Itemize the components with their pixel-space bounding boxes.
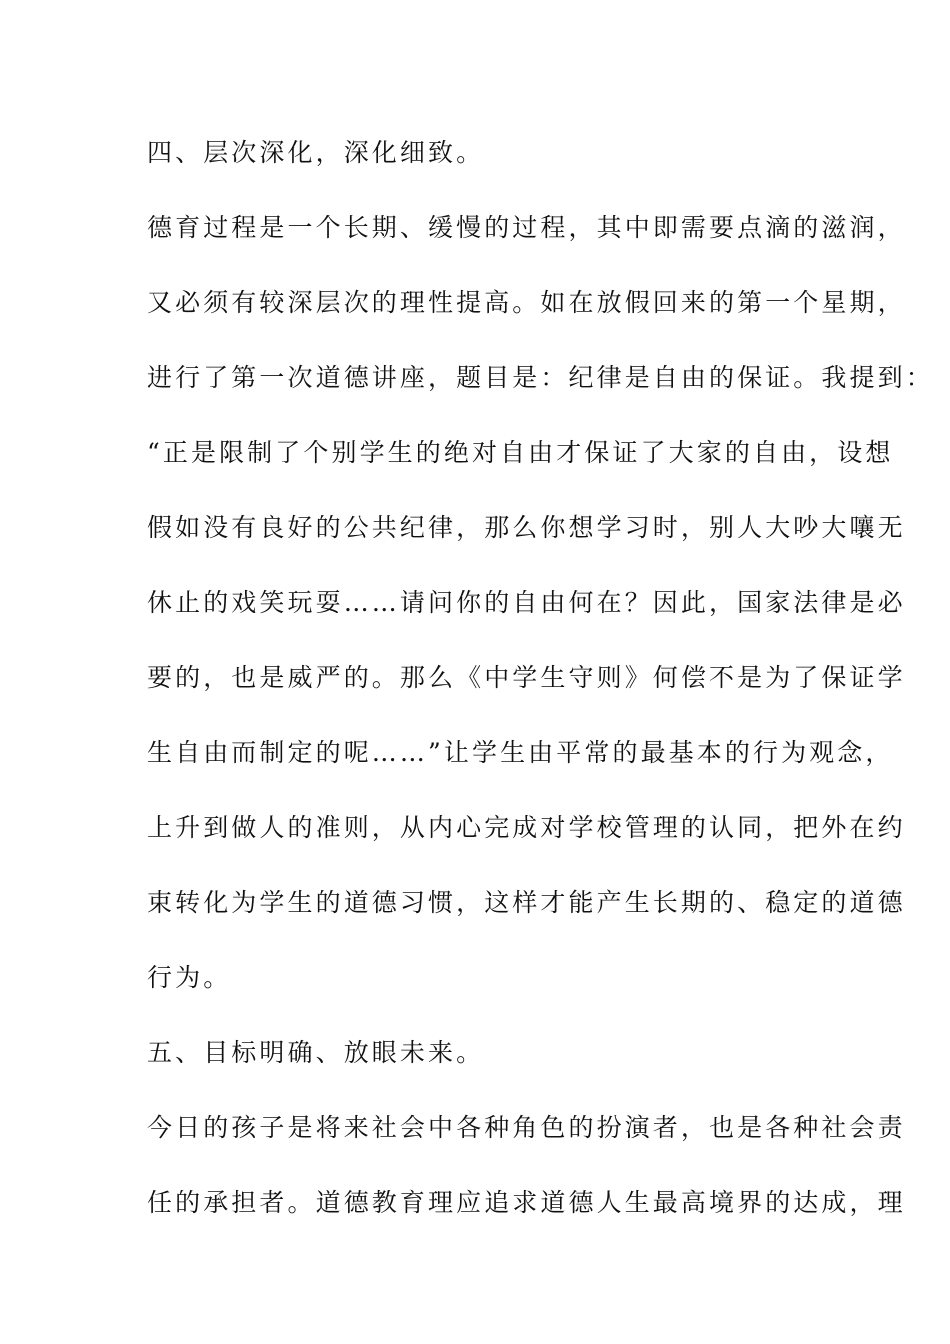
paragraph-line: 行为。	[147, 963, 232, 992]
paragraph-line: 任的承担者。道德教育理应追求道德人生最高境界的达成，理	[147, 1188, 906, 1217]
paragraph-line: “正是限制了个别学生的绝对自由才保证了大家的自由，设想	[147, 438, 894, 467]
paragraph-line: 德育过程是一个长期、缓慢的过程，其中即需要点滴的滋润，	[147, 213, 906, 242]
paragraph-line: 进行了第一次道德讲座，题目是：纪律是自由的保证。我提到：	[147, 363, 934, 392]
paragraph-line: 今日的孩子是将来社会中各种角色的扮演者，也是各种社会责	[147, 1113, 906, 1142]
paragraph-line: 上升到做人的准则，从内心完成对学校管理的认同，把外在约	[147, 813, 906, 842]
paragraph-line: 束转化为学生的道德习惯，这样才能产生长期的、稳定的道德	[147, 888, 906, 917]
paragraph-line: 要的，也是威严的。那么《中学生守则》何偿不是为了保证学	[147, 663, 906, 692]
section-heading-5: 五、目标明确、放眼未来。	[147, 1038, 485, 1067]
section-heading-4: 四、层次深化，深化细致。	[147, 138, 485, 167]
paragraph-line: 假如没有良好的公共纪律，那么你想学习时，别人大吵大嚷无	[147, 513, 906, 542]
paragraph-line: 休止的戏笑玩耍……请问你的自由何在？因此，国家法律是必	[147, 588, 906, 617]
paragraph-line: 又必须有较深层次的理性提高。如在放假回来的第一个星期，	[147, 288, 906, 317]
paragraph-line: 生自由而制定的呢……”让学生由平常的最基本的行为观念，	[147, 738, 894, 767]
